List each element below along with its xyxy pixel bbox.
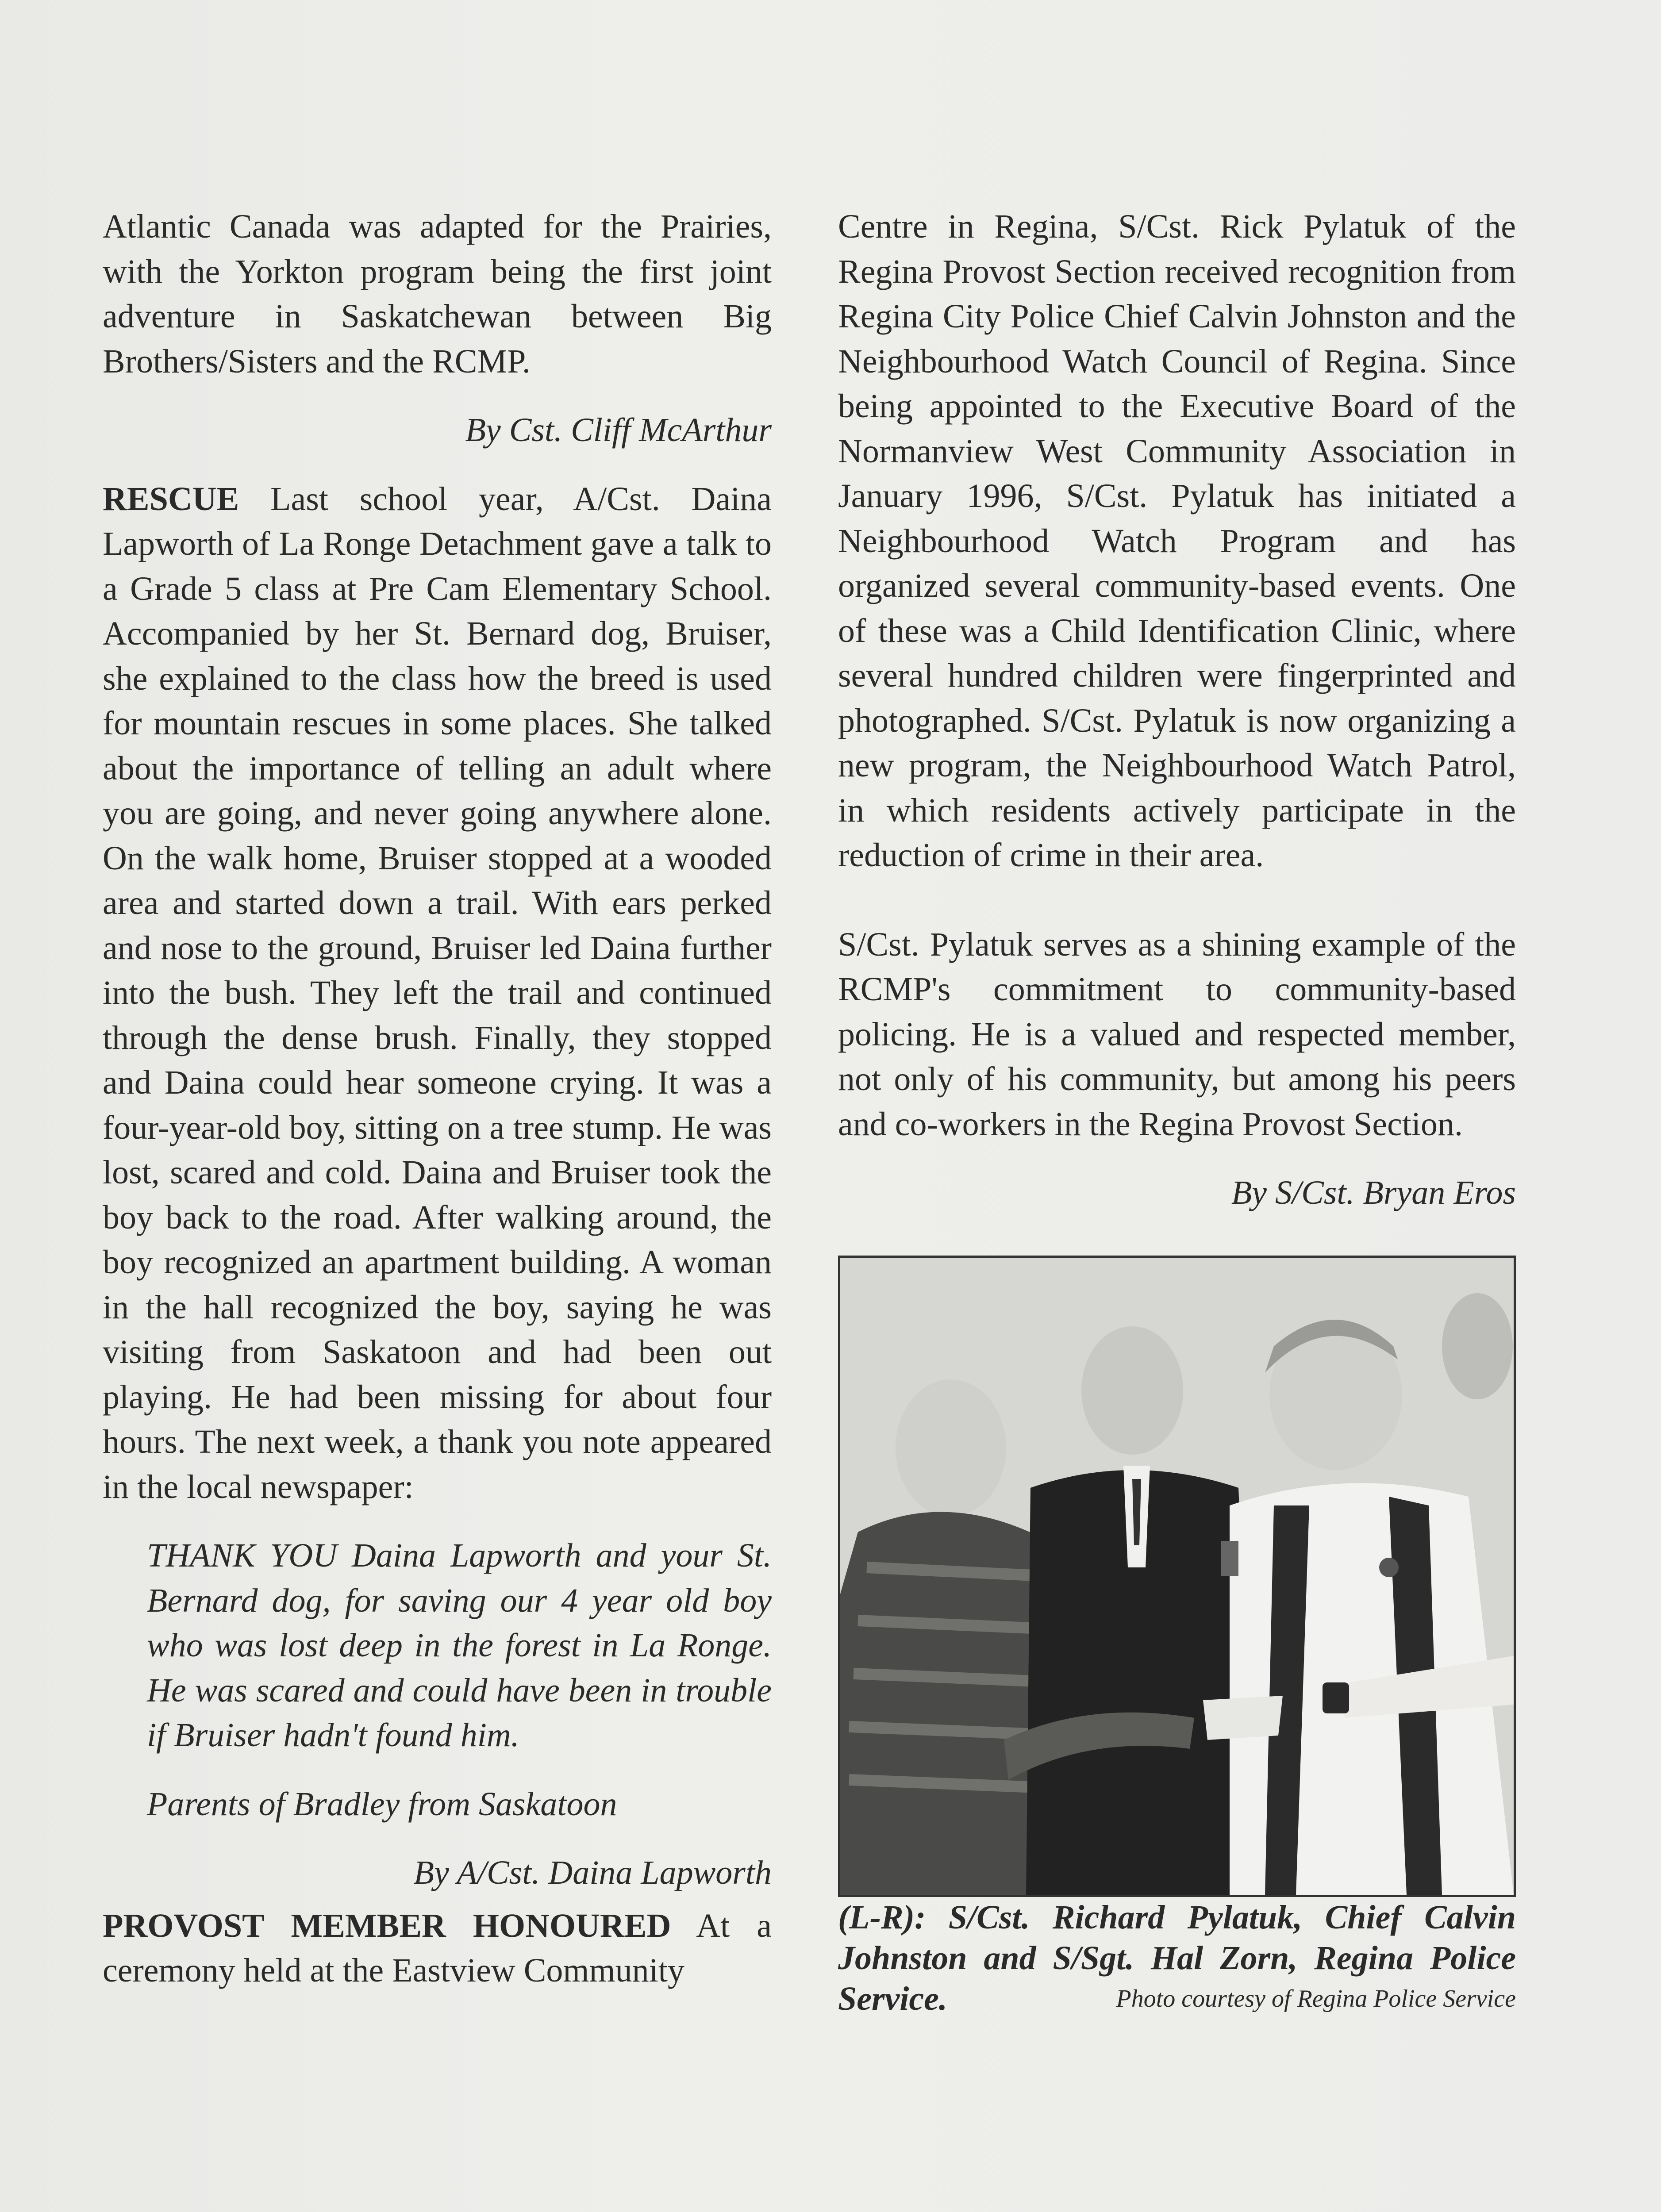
provost-heading: PROVOST MEMBER HONOURED [103, 1907, 671, 1944]
rescue-body: Last school year, A/Cst. Daina Lapworth of La Ronge Detachment gave a talk to a Grade 5 class at Pre Cam Elementary School. Accompanied by her St. Bernard dog, Bruiser, she explained to the class how the breed is used for mountain rescues in some places. She talked about the importance of telling an adult where you are going, and never going anywhere alone. On the walk home, Bruiser stopped at a wooded area and started down a trail. With ears perked and nose to the ground, Bruiser led Daina further into the bush. They left the trail and continued through the dense brush. Finally, they stopped and Daina could hear someone crying. It was a four-year-old boy, sitting on a tree stump. He was lost, scared and cold. Daina and Bruiser took the boy back to the road. After walking around, the boy recognized an apartment building. A woman in the hall recognized the boy, saying he was visiting from Saskatoon and had been out playing. He had been missing for about four hours. The next week, a thank you note appeared in the local newspaper: [103, 480, 772, 1505]
thank-you-note: THANK YOU Daina Lapworth and your St. Bernard dog, for saving our 4 year old boy who was lost deep in the forest in La Ronge. He was scared and could have been in trouble if Bruiser hadn't found him. [147, 1537, 772, 1754]
photo-caption [838, 1897, 1516, 2019]
photo-caption-text: (L-R): S/Cst. Richard Pylatuk, Chief Calvin Johnston and S/Sgt. Hal Zorn, Regina Police Service. [838, 1898, 1516, 2017]
award-photo-illustration [840, 1258, 1514, 1895]
provost-body: At a ceremony held at the Eastview Community [103, 1907, 772, 1989]
award-photo [838, 1256, 1516, 1897]
provost-paragraph [103, 1904, 772, 1993]
left-column [103, 204, 772, 1993]
thank-you-signature: Parents of Bradley from Saskatoon [147, 1785, 617, 1823]
rescue-paragraph [103, 477, 772, 1510]
pylatuk-summary-paragraph: S/Cst. Pylatuk serves as a shining example of the RCMP's commitment to community-based policing. He is a valued and respected member, not only of his community, but among his peers and co-workers in the Regina Provost Section. [838, 926, 1516, 1143]
right-column [838, 204, 1516, 2019]
intro-paragraph: Atlantic Canada was adapted for the Prairies, with the Yorkton program being the first joint adventure in Saskatchewan between Big Brothers/Sisters and the RCMP. [103, 208, 772, 380]
pylatuk-paragraph: Centre in Regina, S/Cst. Rick Pylatuk of the Regina Provost Section received recognition from Regina City Police Chief Calvin Johnston and the Neighbourhood Watch Council of Regina. Since being appointed to the Executive Board of the Normanview West Community Association in January 1996, S/Cst. Pylatuk has initiated a Neighbourhood Watch Program and has organized several community-based events. One of these was a Child Identification Clinic, where several hundred children were fingerprinted and photographed. S/Cst. Pylatuk is now organizing a new program, the Neighbourhood Watch Patrol, in which residents actively participate in the reduction of crime in their area. [838, 208, 1516, 874]
byline-lapworth: By A/Cst. Daina Lapworth [413, 1854, 772, 1891]
byline-eros: By S/Cst. Bryan Eros [1231, 1174, 1516, 1211]
byline-mcarthur: By Cst. Cliff McArthur [465, 411, 772, 449]
rescue-heading: RESCUE [103, 480, 239, 518]
photo-credit: Photo courtesy of Regina Police Service [1116, 1985, 1516, 2012]
